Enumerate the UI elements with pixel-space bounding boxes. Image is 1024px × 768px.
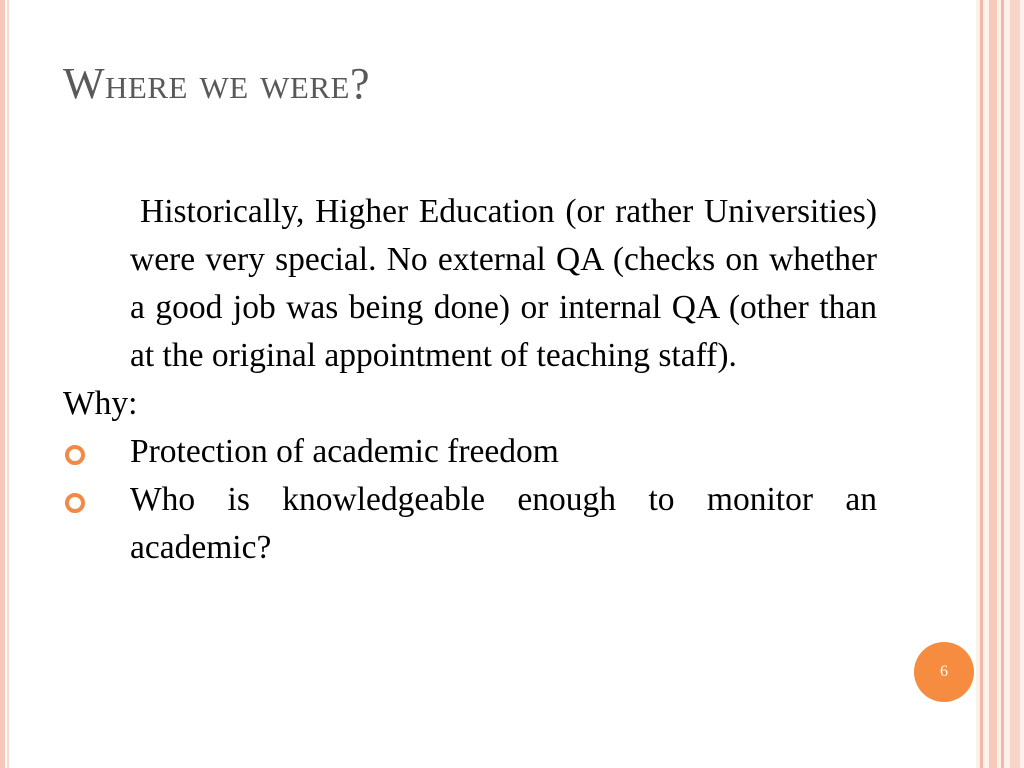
right-border-stripe [1001,0,1004,768]
right-border-stripe [980,0,983,768]
bullet-text: Protection of academic freedom [130,433,559,470]
slide-title: Where we were? [63,59,370,108]
list-item [63,428,877,476]
intro-paragraph: Historically, Higher Education (or rather Universities) were very special. No external QA (checks on whether a good job was being done) or internal QA (other than at the original appointment of teaching staff). [130,193,877,374]
why-label: Why: [63,385,138,422]
ring-bullet-icon [65,445,85,465]
slide-body [63,188,877,572]
list-item [63,476,877,572]
right-border-stripe [1010,0,1020,768]
left-border-stripe-thin [7,0,9,768]
slide-number-badge [914,642,974,702]
bullet-list [63,428,877,572]
ring-bullet-icon [65,493,85,513]
left-border-stripe [0,0,5,768]
bullet-text: Who is knowledgeable enough to monitor an academic? [130,481,877,566]
right-border-stripe [989,0,997,768]
slide-number: 6 [940,663,948,680]
